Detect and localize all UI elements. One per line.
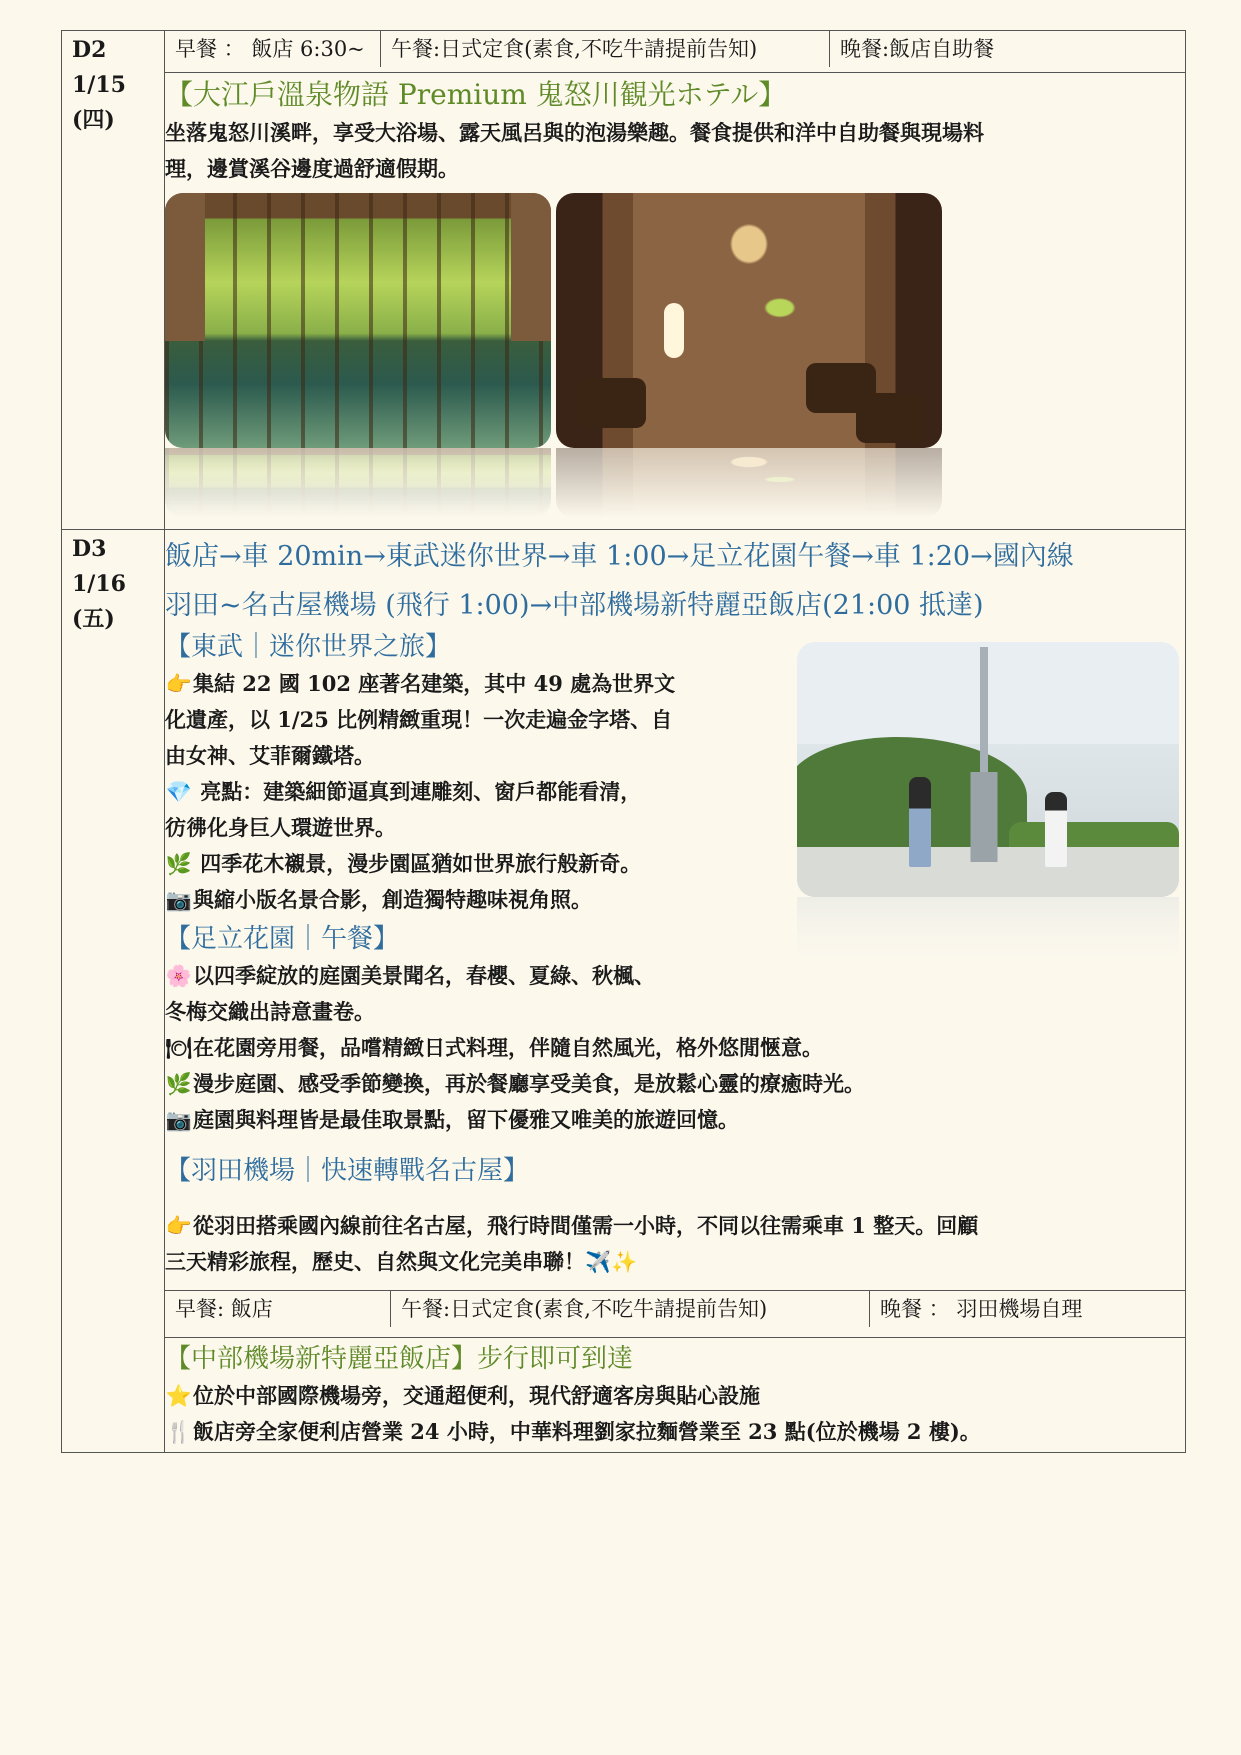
bullet-text: 從羽田搭乘國內線前往名古屋，飛行時間僅需一小時，不同以往需乘車 1 整天。回顧 — [193, 1213, 979, 1238]
hotel-title: 【中部機場新特麗亞飯店】步行即可到達 — [165, 1344, 634, 1374]
day-date: 1/15 — [72, 72, 126, 98]
day-date: 1/16 — [72, 571, 126, 597]
day-number: D3 — [72, 536, 107, 562]
day-label-d3 — [62, 530, 165, 1453]
route-line: 羽田~名古屋機場 (飛行 1:00)→中部機場新特麗亞飯店(21:00 抵達) — [165, 590, 984, 621]
bullet-text: 漫步庭園、感受季節變換，再於餐廳享受美食，是放鬆心靈的療癒時光。 — [193, 1071, 865, 1096]
bullet-line — [165, 1030, 1185, 1066]
itinerary-table — [61, 30, 1186, 1453]
bullet-icon: 🌸 — [165, 963, 193, 988]
bullet-line — [165, 1066, 1185, 1102]
bullet-text: 以四季綻放的庭園美景聞名，春櫻、夏綠、秋楓、 — [193, 963, 655, 988]
bullet-text: 庭園與料理皆是最佳取景點，留下優雅又唯美的旅遊回憶。 — [193, 1107, 739, 1132]
bullet-icon: 🌿 — [165, 851, 193, 876]
bullet-icon: 👉 — [165, 671, 193, 696]
hotel-section-d2 — [165, 73, 1186, 530]
lunch-cell: 午餐:日式定食(素食,不吃牛請提前告知) — [381, 31, 830, 67]
route-line: 飯店→車 20min→東武迷你世界→車 1:00→足立花園午餐→車 1:20→國內線 — [165, 541, 1074, 572]
meals-row-d2 — [165, 31, 1186, 73]
bullet-text: 化遺產，以 1/25 比例精緻重現！一次走遍金字塔、自 — [165, 707, 673, 732]
bullet-icon: ⭐ — [165, 1383, 193, 1408]
bullet-icon: 💎 — [165, 779, 193, 804]
lounge-photo — [556, 193, 942, 523]
bullet-icon: 👉 — [165, 1213, 193, 1238]
activities-d3 — [165, 530, 1186, 1291]
bullet-text: 在花園旁用餐，品嚐精緻日式料理，伴隨自然風光，格外悠閒愜意。 — [193, 1035, 823, 1060]
tower-photo — [797, 642, 1179, 967]
bullet-text: 亮點：建築細節逼真到連雕刻、窗戶都能看清， — [193, 779, 642, 804]
breakfast-cell: 早餐 ： 飯店 6:30~ — [165, 31, 381, 67]
day-number: D2 — [72, 37, 107, 63]
dinner-cell: 晚餐 ： 羽田機場自理 — [880, 1297, 1083, 1321]
bullet-line — [165, 1414, 1185, 1450]
bullet-text: 位於中部國際機場旁，交通超便利，現代舒適客房與貼心設施 — [193, 1383, 760, 1408]
day-label-d2 — [62, 31, 165, 530]
hotel-photos — [165, 193, 1185, 523]
hotel-description-line: 理，邊賞溪谷邊度過舒適假期。 — [165, 156, 459, 181]
day-row-d2 — [62, 31, 1186, 73]
tobu-section — [165, 628, 1185, 1138]
bullet-icon: 🍽 — [165, 1035, 193, 1060]
section-title: 【羽田機場｜快速轉戰名古屋】 — [165, 1156, 530, 1186]
section-title: 【足立花園｜午餐】 — [165, 924, 400, 954]
bullet-line — [165, 1244, 1185, 1280]
bullet-line — [165, 1208, 1185, 1244]
bullet-text: 由女神、艾菲爾鐵塔。 — [165, 743, 375, 768]
bullet-line — [165, 994, 1185, 1030]
day-weekday: (四) — [72, 107, 115, 133]
bullet-icon: 🌿 — [165, 1071, 193, 1096]
onsen-photo — [165, 193, 551, 523]
hotel-section-d3 — [165, 1338, 1186, 1453]
breakfast-cell: 早餐: 飯店 — [165, 1291, 391, 1327]
dinner-cell: 晚餐:飯店自助餐 — [840, 37, 995, 61]
bullet-text: 飯店旁全家便利店營業 24 小時，中華料理劉家拉麵營業至 23 點(位於機場 2 樓)。 — [193, 1419, 981, 1444]
lunch-cell: 午餐:日式定食(素食,不吃牛請提前告知) — [391, 1291, 870, 1327]
section-title: 【東武｜迷你世界之旅】 — [165, 632, 452, 662]
bullet-line — [165, 1378, 1185, 1414]
day-row-d3 — [62, 530, 1186, 1291]
hotel-description-line: 坐落鬼怒川溪畔，享受大浴場、露天風呂與的泡湯樂趣。餐食提供和洋中自助餐與現場料 — [165, 120, 984, 145]
hotel-title: 【大江戶溫泉物語 Premium 鬼怒川観光ホテル】 — [165, 78, 787, 111]
bullet-text: 集結 22 國 102 座著名建築，其中 49 處為世界文 — [193, 671, 676, 696]
bullet-text: 彷彿化身巨人環遊世界。 — [165, 815, 396, 840]
bullet-text: 三天精彩旅程，歷史、自然與文化完美串聯！✈️✨ — [165, 1249, 638, 1274]
bullet-icon: 📷 — [165, 1107, 193, 1132]
bullet-text: 與縮小版名景合影，創造獨特趣味視角照。 — [193, 887, 592, 912]
day-weekday: (五) — [72, 606, 115, 632]
bullet-text: 四季花木襯景，漫步園區猶如世界旅行般新奇。 — [193, 851, 642, 876]
bullet-text: 冬梅交織出詩意畫卷。 — [165, 999, 375, 1024]
bullet-icon: 📷 — [165, 887, 193, 912]
bullet-icon: 🍴 — [165, 1419, 193, 1444]
meals-row-d3 — [165, 1291, 1186, 1338]
bullet-line — [165, 1102, 1185, 1138]
